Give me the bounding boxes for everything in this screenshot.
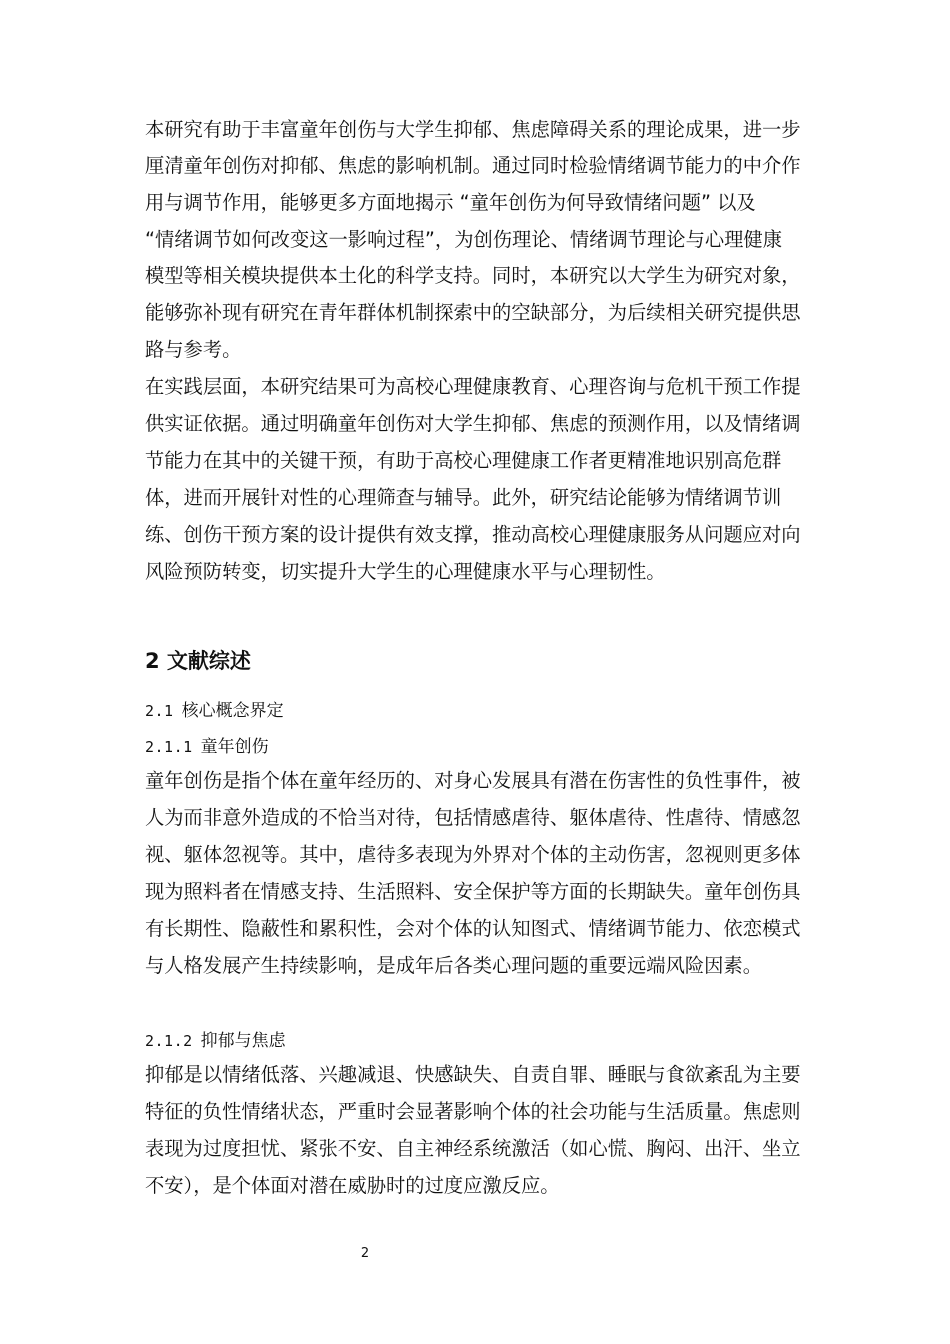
text-line: 本研究有助于丰富童年创伤与大学生抑郁、焦虑障碍关系的理论成果，进一步 xyxy=(145,118,801,141)
text-line: 供实证依据。通过明确童年创伤对大学生抑郁、焦虑的预测作用，以及情绪调 xyxy=(145,412,801,435)
subsection-heading-core-concepts xyxy=(145,700,284,722)
subsubsection-number: 2.1.1 xyxy=(145,738,193,756)
text-line: 练、创伤干预方案的设计提供有效支撑，推动高校心理健康服务从问题应对向 xyxy=(145,523,801,546)
text-line: 节能力在其中的关键干预，有助于高校心理健康工作者更精准地识别高危群 xyxy=(145,449,782,472)
section-heading-literature-review: 2 文献综述 xyxy=(145,649,251,673)
text-line: 表现为过度担忧、紧张不安、自主神经系统激活（如心慌、胸闷、出汗、坐立 xyxy=(145,1137,801,1160)
text-line: 与人格发展产生持续影响，是成年后各类心理问题的重要远端风险因素。 xyxy=(145,954,762,977)
subsubsection-title: 童年创伤 xyxy=(200,737,269,757)
subsubsection-number: 2.1.2 xyxy=(145,1032,193,1050)
text-line: 用与调节作用，能够更多方面地揭示 “童年创伤为何导致情绪问题” 以及 xyxy=(145,191,756,214)
text-line: 能够弥补现有研究在青年群体机制探索中的空缺部分，为后续相关研究提供思 xyxy=(145,301,801,324)
subsubsection-heading-depression-anxiety xyxy=(145,1030,286,1052)
subsubsection-title: 抑郁与焦虑 xyxy=(200,1031,286,1051)
text-line: 模型等相关模块提供本土化的科学支持。同时，本研究以大学生为研究对象， xyxy=(145,264,801,287)
page-number: 2 xyxy=(360,1246,370,1261)
text-line: 在实践层面，本研究结果可为高校心理健康教育、心理咨询与危机干预工作提 xyxy=(145,375,801,398)
subsubsection-heading-childhood-trauma xyxy=(145,736,269,758)
text-line: 视、躯体忽视等。其中，虐待多表现为外界对个体的主动伤害，忽视则更多体 xyxy=(145,843,801,866)
text-line: 童年创伤是指个体在童年经历的、对身心发展具有潜在伤害性的负性事件，被 xyxy=(145,769,801,792)
subsection-number: 2.1 xyxy=(145,702,174,720)
text-line: 体，进而开展针对性的心理筛查与辅导。此外，研究结论能够为情绪调节训 xyxy=(145,486,782,509)
text-line: “情绪调节如何改变这一影响过程”，为创伤理论、情绪调节理论与心理健康 xyxy=(145,228,782,251)
text-line: 特征的负性情绪状态，严重时会显著影响个体的社会功能与生活质量。焦虑则 xyxy=(145,1100,801,1123)
text-line: 不安），是个体面对潜在威胁时的过度应激反应。 xyxy=(145,1174,560,1197)
text-line: 有长期性、隐蔽性和累积性，会对个体的认知图式、情绪调节能力、依恋模式 xyxy=(145,917,801,940)
text-line: 人为而非意外造成的不恰当对待，包括情感虐待、躯体虐待、性虐待、情感忽 xyxy=(145,806,801,829)
text-line: 厘清童年创伤对抑郁、焦虑的影响机制。通过同时检验情绪调节能力的中介作 xyxy=(145,154,801,177)
text-line: 抑郁是以情绪低落、兴趣减退、快感缺失、自责自罪、睡眠与食欲紊乱为主要 xyxy=(145,1063,801,1086)
text-line: 风险预防转变，切实提升大学生的心理健康水平与心理韧性。 xyxy=(145,560,666,583)
text-line: 路与参考。 xyxy=(145,338,242,361)
text-line: 现为照料者在情感支持、生活照料、安全保护等方面的长期缺失。童年创伤具 xyxy=(145,880,801,903)
subsection-title: 核心概念界定 xyxy=(181,701,284,721)
